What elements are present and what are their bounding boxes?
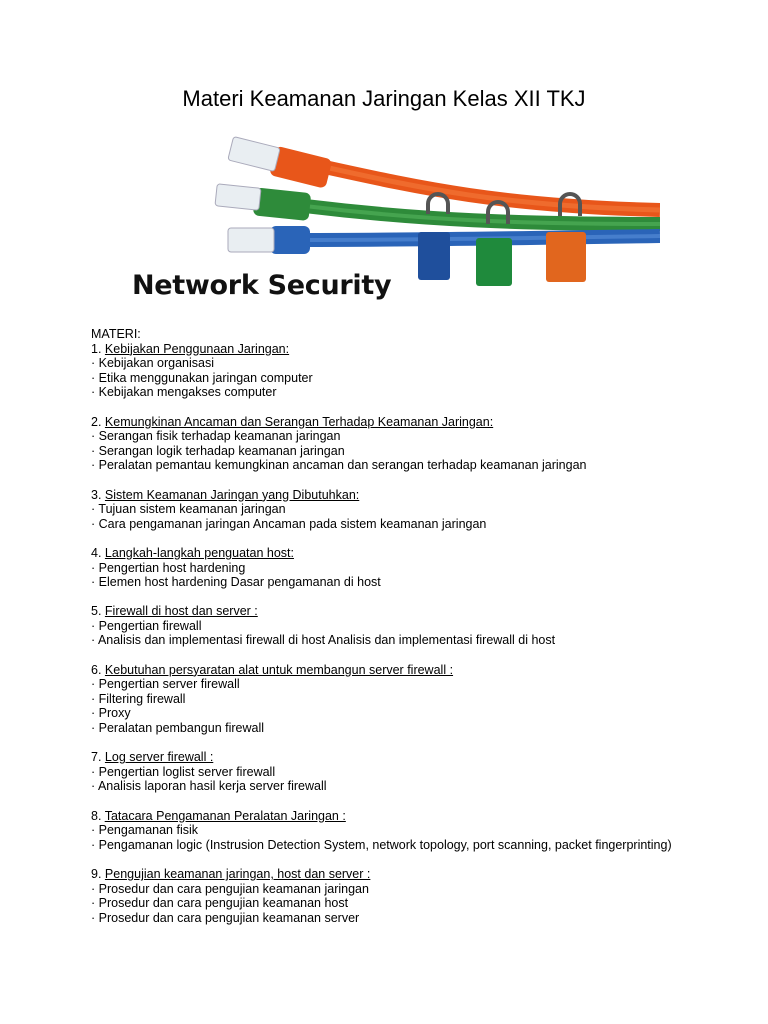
section-item: · Peralatan pemantau kemungkinan ancaman dan serangan terhadap keamanan jaringan: [91, 458, 587, 473]
section-heading: [91, 488, 676, 503]
section-item: · Etika menggunakan jaringan computer: [91, 370, 313, 385]
materi-label: MATERI:: [91, 327, 141, 341]
network-security-image: [120, 128, 660, 308]
section-heading: [91, 663, 676, 678]
section-item: · Pengertian server firewall: [91, 677, 240, 692]
section-number: 9.: [91, 866, 102, 881]
section-title: Firewall di host dan server :: [104, 604, 258, 619]
section-item: · Analisis laporan hasil kerja server firewall: [91, 779, 327, 794]
section-number: 6.: [91, 662, 102, 677]
materi-section-6: [91, 663, 676, 736]
section-item: · Prosedur dan cara pengujian keamanan host: [91, 896, 349, 911]
section-number: 8.: [91, 808, 102, 823]
section-number: 3.: [91, 487, 102, 502]
materi-section-4: [91, 546, 676, 590]
materi-section-7: [91, 750, 676, 794]
section-title: Tatacara Pengamanan Peralatan Jaringan :: [104, 808, 346, 823]
section-title: Log server firewall :: [104, 750, 214, 765]
network-security-caption: Network Security: [132, 270, 392, 301]
section-item: · Cara pengamanan jaringan Ancaman pada sistem keamanan jaringan: [91, 516, 487, 531]
section-number: 7.: [91, 750, 102, 765]
section-heading: [91, 809, 676, 824]
section-heading: [91, 867, 676, 882]
section-item: · Prosedur dan cara pengujian keamanan server: [91, 910, 360, 925]
section-item: · Analisis dan implementasi firewall di host Analisis dan implementasi firewall di host: [91, 633, 556, 648]
section-title: Sistem Keamanan Jaringan yang Dibutuhkan:: [104, 487, 360, 502]
section-item: · Kebijakan mengakses computer: [91, 385, 277, 400]
section-item: · Tujuan sistem keamanan jaringan: [91, 502, 286, 517]
section-title: Kebutuhan persyaratan alat untuk membangun server firewall :: [104, 662, 454, 677]
section-item: · Kebijakan organisasi: [91, 356, 214, 371]
section-item: · Filtering firewall: [91, 691, 186, 706]
section-heading: [91, 342, 676, 357]
section-heading: [91, 415, 676, 430]
section-item: · Pengertian firewall: [91, 618, 202, 633]
section-item: · Pengamanan fisik: [91, 823, 199, 838]
materi-section-2: [91, 415, 676, 473]
section-title: Langkah-langkah penguatan host:: [104, 545, 294, 560]
section-item: · Pengertian host hardening: [91, 560, 246, 575]
materi-content: [91, 327, 676, 925]
section-heading: [91, 604, 676, 619]
section-item: · Prosedur dan cara pengujian keamanan jaringan: [91, 881, 369, 896]
section-item: · Peralatan pembangun firewall: [91, 721, 265, 736]
materi-section-8: [91, 809, 676, 853]
section-number: 4.: [91, 545, 102, 560]
materi-section-3: [91, 488, 676, 532]
section-item: · Pengamanan logic (Instrusion Detection System, network topology, port scanning, packet fingerprinting): [91, 837, 672, 852]
section-heading: [91, 750, 676, 765]
materi-section-1: [91, 342, 676, 400]
section-title: Kemungkinan Ancaman dan Serangan Terhadap Keamanan Jaringan:: [104, 414, 494, 429]
section-number: 1.: [91, 341, 102, 356]
section-item: · Serangan fisik terhadap keamanan jaringan: [91, 429, 341, 444]
section-title: Kebijakan Penggunaan Jaringan:: [104, 341, 290, 356]
section-number: 2.: [91, 414, 102, 429]
materi-section-9: [91, 867, 676, 925]
section-item: · Pengertian loglist server firewall: [91, 764, 276, 779]
section-item: · Serangan logik terhadap keamanan jaringan: [91, 443, 345, 458]
section-item: · Proxy: [91, 706, 131, 721]
section-item: · Elemen host hardening Dasar pengamanan di host: [91, 575, 381, 590]
materi-section-5: [91, 604, 676, 648]
section-number: 5.: [91, 604, 102, 619]
section-title: Pengujian keamanan jaringan, host dan server :: [104, 866, 371, 881]
section-heading: [91, 546, 676, 561]
document-title: Materi Keamanan Jaringan Kelas XII TKJ: [182, 86, 586, 111]
